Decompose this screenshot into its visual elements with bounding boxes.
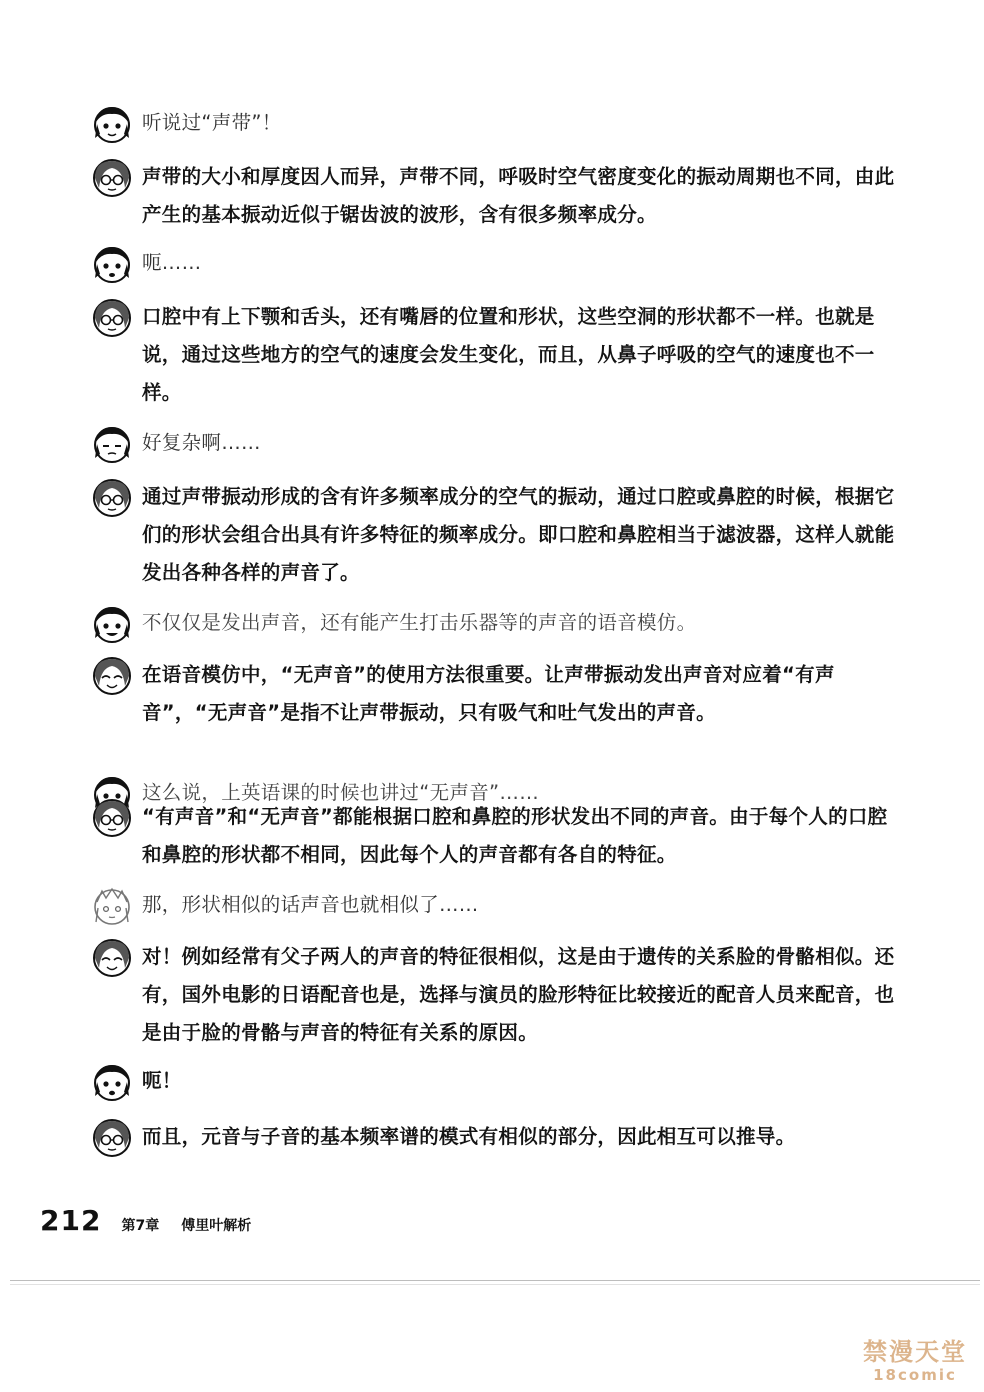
chapter-title: 傅里叶解析 (181, 1218, 252, 1234)
dialogue-text: 这么说，上英语课的时候也讲过“无声音”…… (142, 781, 540, 804)
page-number: 212 (40, 1204, 102, 1237)
dialogue-text: 在语音模仿中，“无声音”的使用方法很重要。让声带振动发出声音对应着“有声音”，“无声音”是指不让声带振动，只有吸气和吐气发出的声音。 (142, 663, 835, 724)
dialogue-text: 对！例如经常有父子两人的声音的特征很相似，这是由于遗传的关系脸的骨骼相似。还有，国外电影的日语配音也是，选择与演员的脸形特征比较接近的配音人员来配音，也是由于脸的骨骼与声音的特征有关系的原因。 (142, 945, 895, 1044)
girl-avatar-icon (92, 604, 132, 644)
girl-avatar-icon (92, 424, 132, 464)
watermark (850, 1338, 980, 1384)
dialogue-text: 好复杂啊…… (142, 431, 261, 454)
professor-avatar-icon (92, 938, 132, 978)
dialogue-text: 口腔中有上下颚和舌头，还有嘴唇的位置和形状，这些空洞的形状都不一样。也就是说，通过这些地方的空气的速度会发生变化，而且，从鼻子呼吸的空气的速度也不一样。 (142, 305, 875, 404)
footer-divider (10, 1280, 980, 1281)
professor-avatar-icon (92, 158, 132, 198)
watermark-line2: 18comic (873, 1366, 957, 1384)
girl-avatar-icon (92, 1062, 132, 1102)
friend-avatar-icon (92, 886, 132, 926)
dialogue-text: 呃！ (142, 1069, 182, 1092)
girl-avatar-icon (92, 244, 132, 284)
dialogue-text: 呃…… (142, 251, 202, 274)
dialogue-text: 那，形状相似的话声音也就相似了…… (142, 893, 479, 916)
dialogue-text: 而且，元音与子音的基本频率谱的模式有相似的部分，因此相互可以推导。 (142, 1125, 796, 1148)
dialogue-text: 声带的大小和厚度因人而异，声带不同，呼吸时空气密度变化的振动周期也不同，由此产生的基本振动近似于锯齿波的波形，含有很多频率成分。 (142, 165, 895, 226)
professor-avatar-icon (92, 656, 132, 696)
dialogue-text: 不仅仅是发出声音，还有能产生打击乐器等的声音的语音模仿。 (142, 611, 697, 634)
dialogue-text: 通过声带振动形成的含有许多频率成分的空气的振动，通过口腔或鼻腔的时候，根据它们的形状会组合出具有许多特征的频率成分。即口腔和鼻腔相当于滤波器，这样人就能发出各种各样的声音了。 (142, 485, 895, 584)
professor-avatar-icon (92, 298, 132, 338)
professor-avatar-icon (92, 798, 132, 838)
dialogue-text: 听说过“声带”！ (142, 111, 282, 134)
professor-avatar-icon (92, 1118, 132, 1158)
chapter-label: 第7章 (121, 1218, 160, 1234)
watermark-line1: 禁漫天堂 (863, 1338, 967, 1366)
professor-avatar-icon (92, 478, 132, 518)
dialogue-text: “有声音”和“无声音”都能根据口腔和鼻腔的形状发出不同的声音。由于每个人的口腔和鼻腔的形状都不相同，因此每个人的声音都有各自的特征。 (142, 805, 888, 866)
girl-avatar-icon (92, 104, 132, 144)
page-footer (40, 1204, 251, 1244)
footer-divider-shadow (10, 1284, 980, 1285)
